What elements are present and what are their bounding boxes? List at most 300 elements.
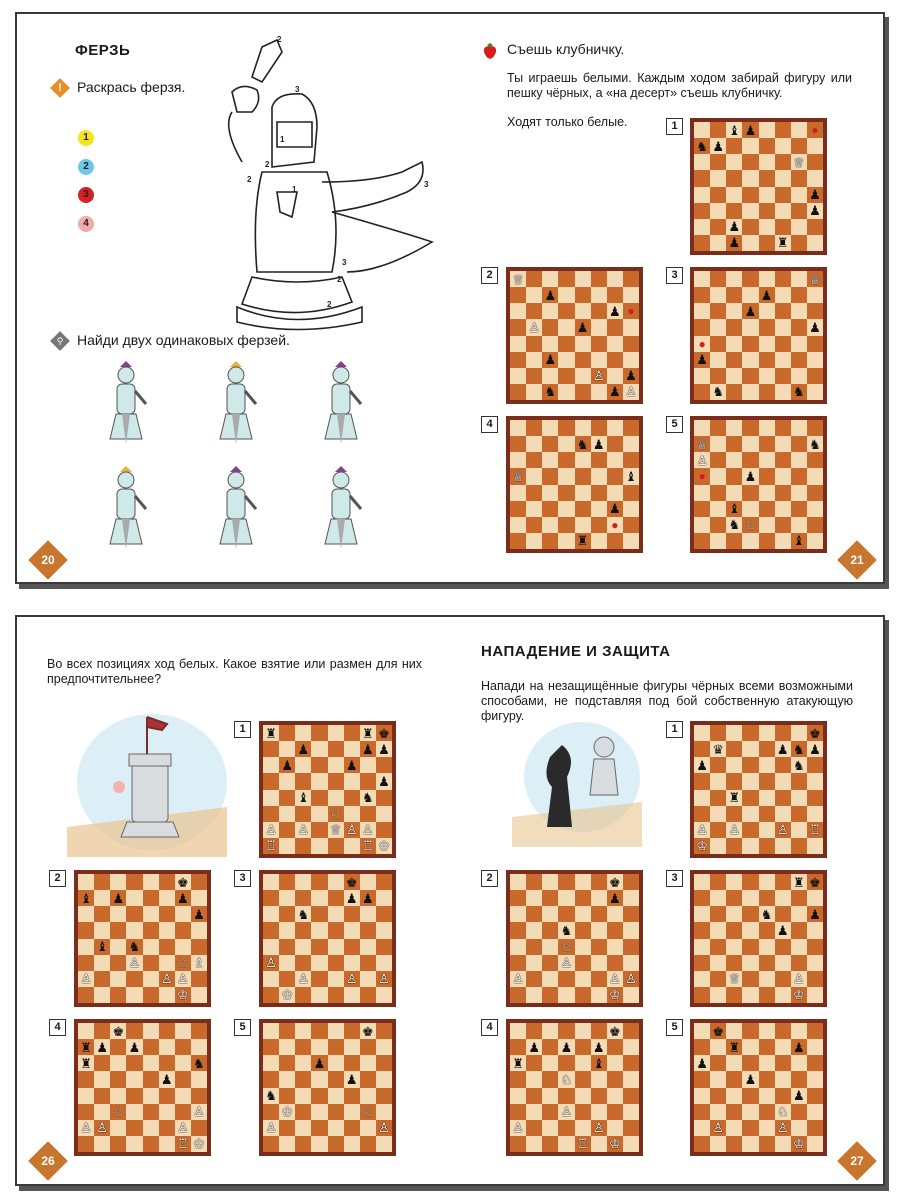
board-square[interactable] [775, 122, 791, 138]
white-pawn-icon[interactable]: ♙ [608, 971, 621, 987]
board-square[interactable] [694, 384, 710, 400]
board-square[interactable] [263, 773, 279, 789]
white-knight-icon[interactable]: ♘ [776, 1104, 789, 1120]
board-square[interactable] [726, 319, 742, 335]
black-pawn-icon[interactable]: ♟ [696, 352, 708, 368]
black-rook-icon[interactable]: ♜ [728, 1039, 741, 1055]
board-square[interactable] [807, 352, 823, 368]
board-square[interactable] [623, 1023, 639, 1039]
board-square[interactable] [575, 287, 591, 303]
board-square[interactable] [311, 1071, 327, 1087]
board-square[interactable] [607, 452, 623, 468]
board-square[interactable] [143, 955, 159, 971]
board-square[interactable] [575, 468, 591, 484]
board-square[interactable] [191, 1088, 207, 1104]
board-square[interactable] [607, 501, 623, 517]
board-square[interactable] [542, 987, 558, 1003]
board-square[interactable] [542, 1055, 558, 1071]
board-square[interactable] [175, 987, 191, 1003]
board-square[interactable] [344, 874, 360, 890]
board-square[interactable] [175, 1104, 191, 1120]
board-square[interactable] [591, 874, 607, 890]
queen-figure-6[interactable] [317, 464, 365, 554]
board-square[interactable] [575, 890, 591, 906]
board-square[interactable] [78, 1088, 94, 1104]
board-square[interactable] [791, 971, 807, 987]
board-square[interactable] [775, 874, 791, 890]
board-square[interactable] [295, 922, 311, 938]
white-queen-icon[interactable]: ♕ [696, 436, 708, 452]
board-square[interactable] [376, 939, 392, 955]
chess-board-1[interactable] [259, 721, 396, 858]
board-square[interactable] [623, 922, 639, 938]
board-square[interactable] [542, 1136, 558, 1152]
board-square[interactable] [542, 319, 558, 335]
black-pawn-icon[interactable]: ♟ [792, 1039, 805, 1055]
board-square[interactable] [710, 420, 726, 436]
board-square[interactable] [526, 271, 542, 287]
board-square[interactable] [742, 1088, 758, 1104]
board-square[interactable] [94, 955, 110, 971]
board-square[interactable] [742, 987, 758, 1003]
board-square[interactable] [344, 1023, 360, 1039]
board-square[interactable] [78, 1039, 94, 1055]
black-bishop-icon[interactable]: ♝ [80, 890, 92, 906]
board-square[interactable] [694, 741, 710, 757]
board-square[interactable] [360, 773, 376, 789]
board-square[interactable] [759, 1023, 775, 1039]
board-square[interactable] [94, 1023, 110, 1039]
board-square[interactable] [279, 741, 295, 757]
board-square[interactable] [759, 287, 775, 303]
board-square[interactable] [759, 939, 775, 955]
board-square[interactable] [191, 890, 207, 906]
board-square[interactable] [263, 955, 279, 971]
board-square[interactable] [623, 468, 639, 484]
board-square[interactable] [295, 906, 311, 922]
board-square[interactable] [558, 271, 574, 287]
board-square[interactable] [694, 1055, 710, 1071]
board-square[interactable] [759, 352, 775, 368]
board-square[interactable] [607, 1071, 623, 1087]
chess-board-5[interactable] [690, 416, 827, 553]
board-square[interactable] [542, 384, 558, 400]
board-square[interactable] [126, 1055, 142, 1071]
board-square[interactable] [360, 1055, 376, 1071]
board-square[interactable] [791, 1136, 807, 1152]
board-square[interactable] [742, 1120, 758, 1136]
board-square[interactable] [175, 1023, 191, 1039]
board-square[interactable] [791, 987, 807, 1003]
board-square[interactable] [575, 1104, 591, 1120]
board-square[interactable] [143, 1023, 159, 1039]
board-square[interactable] [558, 287, 574, 303]
board-square[interactable] [759, 725, 775, 741]
board-square[interactable] [759, 1136, 775, 1152]
board-square[interactable] [607, 420, 623, 436]
board-square[interactable] [791, 420, 807, 436]
board-square[interactable] [279, 838, 295, 854]
black-pawn-icon[interactable]: ♟ [744, 1071, 757, 1087]
board-square[interactable] [279, 987, 295, 1003]
board-square[interactable] [742, 939, 758, 955]
board-square[interactable] [775, 1120, 791, 1136]
board-square[interactable] [376, 1136, 392, 1152]
black-pawn-icon[interactable]: ♟ [112, 890, 125, 906]
board-square[interactable] [623, 436, 639, 452]
black-knight-icon[interactable]: ♞ [297, 906, 310, 922]
board-square[interactable] [94, 1136, 110, 1152]
board-square[interactable] [710, 725, 726, 741]
board-square[interactable] [78, 890, 94, 906]
board-square[interactable] [791, 271, 807, 287]
board-square[interactable] [143, 1120, 159, 1136]
board-square[interactable] [510, 955, 526, 971]
board-square[interactable] [775, 1088, 791, 1104]
black-pawn-icon[interactable]: ♟ [744, 122, 757, 138]
board-square[interactable] [710, 468, 726, 484]
board-square[interactable] [279, 874, 295, 890]
board-square[interactable] [623, 1055, 639, 1071]
board-square[interactable] [791, 725, 807, 741]
board-square[interactable] [558, 906, 574, 922]
board-square[interactable] [591, 906, 607, 922]
board-square[interactable] [710, 922, 726, 938]
board-square[interactable] [263, 1120, 279, 1136]
board-square[interactable] [759, 138, 775, 154]
board-square[interactable] [807, 987, 823, 1003]
black-pawn-icon[interactable]: ♟ [378, 773, 390, 789]
board-square[interactable] [510, 890, 526, 906]
board-square[interactable] [360, 1039, 376, 1055]
board-square[interactable] [159, 890, 175, 906]
board-square[interactable] [791, 319, 807, 335]
board-square[interactable] [623, 1088, 639, 1104]
board-square[interactable] [295, 955, 311, 971]
board-square[interactable] [376, 1039, 392, 1055]
board-square[interactable] [311, 1055, 327, 1071]
board-square[interactable] [759, 874, 775, 890]
board-square[interactable] [126, 1120, 142, 1136]
board-square[interactable] [558, 420, 574, 436]
board-square[interactable] [694, 485, 710, 501]
board-square[interactable] [175, 906, 191, 922]
black-bishop-icon[interactable]: ♝ [297, 790, 310, 806]
board-square[interactable] [575, 352, 591, 368]
board-square[interactable] [775, 170, 791, 186]
board-square[interactable] [742, 287, 758, 303]
board-square[interactable] [143, 1055, 159, 1071]
board-square[interactable] [775, 203, 791, 219]
board-square[interactable] [360, 757, 376, 773]
board-square[interactable] [78, 1023, 94, 1039]
board-square[interactable] [526, 368, 542, 384]
board-square[interactable] [591, 922, 607, 938]
board-square[interactable] [78, 1136, 94, 1152]
board-square[interactable] [807, 235, 823, 251]
board-square[interactable] [159, 971, 175, 987]
board-square[interactable] [694, 822, 710, 838]
board-square[interactable] [807, 452, 823, 468]
board-square[interactable] [742, 741, 758, 757]
black-rook-icon[interactable]: ♜ [728, 790, 741, 806]
chess-board-3[interactable] [259, 870, 396, 1007]
board-square[interactable] [542, 436, 558, 452]
white-pawn-icon[interactable]: ♙ [625, 384, 637, 400]
board-square[interactable] [742, 971, 758, 987]
board-square[interactable] [807, 420, 823, 436]
board-square[interactable] [710, 501, 726, 517]
board-square[interactable] [542, 287, 558, 303]
board-square[interactable] [344, 1088, 360, 1104]
board-square[interactable] [175, 955, 191, 971]
board-square[interactable] [311, 822, 327, 838]
board-square[interactable] [742, 1104, 758, 1120]
board-square[interactable] [710, 806, 726, 822]
board-square[interactable] [694, 452, 710, 468]
board-square[interactable] [575, 1055, 591, 1071]
chess-board-4[interactable] [74, 1019, 211, 1156]
black-knight-icon[interactable]: ♞ [728, 517, 741, 533]
board-square[interactable] [791, 939, 807, 955]
board-square[interactable] [623, 287, 639, 303]
board-square[interactable] [360, 1120, 376, 1136]
board-square[interactable] [575, 485, 591, 501]
board-square[interactable] [791, 287, 807, 303]
board-square[interactable] [263, 1071, 279, 1087]
board-square[interactable] [710, 384, 726, 400]
board-square[interactable] [807, 170, 823, 186]
white-pawn-icon[interactable]: ♙ [378, 971, 390, 987]
board-square[interactable] [575, 384, 591, 400]
board-square[interactable] [126, 971, 142, 987]
white-pawn-icon[interactable]: ♙ [80, 1120, 92, 1136]
board-square[interactable] [510, 436, 526, 452]
board-square[interactable] [607, 319, 623, 335]
black-knight-icon[interactable]: ♞ [265, 1088, 277, 1104]
board-square[interactable] [191, 1055, 207, 1071]
board-square[interactable] [295, 874, 311, 890]
board-square[interactable] [759, 501, 775, 517]
board-square[interactable] [607, 874, 623, 890]
board-square[interactable] [710, 533, 726, 549]
board-square[interactable] [526, 436, 542, 452]
board-square[interactable] [694, 1023, 710, 1039]
board-square[interactable] [726, 725, 742, 741]
board-square[interactable] [376, 890, 392, 906]
board-square[interactable] [591, 971, 607, 987]
board-square[interactable] [263, 1023, 279, 1039]
board-square[interactable] [542, 955, 558, 971]
board-square[interactable] [807, 955, 823, 971]
black-knight-icon[interactable]: ♞ [760, 906, 773, 922]
board-square[interactable] [510, 468, 526, 484]
board-square[interactable] [126, 874, 142, 890]
board-square[interactable] [328, 955, 344, 971]
board-square[interactable] [542, 922, 558, 938]
board-square[interactable] [279, 725, 295, 741]
board-square[interactable] [526, 987, 542, 1003]
board-square[interactable] [759, 303, 775, 319]
board-square[interactable] [791, 1039, 807, 1055]
board-square[interactable] [279, 790, 295, 806]
board-square[interactable] [376, 971, 392, 987]
board-square[interactable] [775, 352, 791, 368]
board-square[interactable] [623, 420, 639, 436]
board-square[interactable] [726, 757, 742, 773]
board-square[interactable] [807, 501, 823, 517]
board-square[interactable] [344, 939, 360, 955]
board-square[interactable] [742, 955, 758, 971]
board-square[interactable] [775, 939, 791, 955]
white-king-icon[interactable]: ♔ [696, 838, 708, 854]
black-pawn-icon[interactable]: ♟ [776, 922, 789, 938]
board-square[interactable] [710, 368, 726, 384]
board-square[interactable] [694, 468, 710, 484]
white-queen-icon[interactable]: ♕ [512, 271, 524, 287]
board-square[interactable] [726, 838, 742, 854]
board-square[interactable] [710, 138, 726, 154]
board-square[interactable] [159, 939, 175, 955]
board-square[interactable] [791, 485, 807, 501]
board-square[interactable] [263, 1104, 279, 1120]
board-square[interactable] [542, 874, 558, 890]
board-square[interactable] [110, 1023, 126, 1039]
white-pawn-icon[interactable]: ♙ [512, 971, 524, 987]
board-square[interactable] [607, 517, 623, 533]
board-square[interactable] [360, 822, 376, 838]
board-square[interactable] [726, 187, 742, 203]
board-square[interactable] [78, 939, 94, 955]
board-square[interactable] [526, 922, 542, 938]
board-square[interactable] [78, 906, 94, 922]
board-square[interactable] [607, 368, 623, 384]
board-square[interactable] [607, 1023, 623, 1039]
board-square[interactable] [311, 874, 327, 890]
board-square[interactable] [591, 890, 607, 906]
board-square[interactable] [726, 303, 742, 319]
board-square[interactable] [110, 971, 126, 987]
board-square[interactable] [623, 955, 639, 971]
board-square[interactable] [344, 822, 360, 838]
black-pawn-icon[interactable]: ♟ [592, 1039, 605, 1055]
board-square[interactable] [726, 773, 742, 789]
board-square[interactable] [279, 773, 295, 789]
board-square[interactable] [759, 838, 775, 854]
board-square[interactable] [694, 1071, 710, 1087]
board-square[interactable] [591, 1088, 607, 1104]
board-square[interactable] [694, 187, 710, 203]
black-pawn-icon[interactable]: ♟ [744, 468, 757, 484]
board-square[interactable] [694, 790, 710, 806]
board-square[interactable] [623, 501, 639, 517]
board-square[interactable] [807, 1071, 823, 1087]
board-square[interactable] [791, 874, 807, 890]
board-square[interactable] [159, 1104, 175, 1120]
board-square[interactable] [694, 303, 710, 319]
board-square[interactable] [759, 517, 775, 533]
board-square[interactable] [775, 971, 791, 987]
board-square[interactable] [575, 1136, 591, 1152]
board-square[interactable] [623, 352, 639, 368]
board-square[interactable] [263, 741, 279, 757]
board-square[interactable] [279, 1039, 295, 1055]
board-square[interactable] [526, 906, 542, 922]
white-pawn-icon[interactable]: ♙ [625, 971, 637, 987]
board-square[interactable] [807, 1023, 823, 1039]
board-square[interactable] [775, 235, 791, 251]
board-square[interactable] [623, 939, 639, 955]
board-square[interactable] [110, 955, 126, 971]
board-square[interactable] [807, 336, 823, 352]
board-square[interactable] [279, 1136, 295, 1152]
white-king-icon[interactable]: ♔ [792, 1136, 805, 1152]
board-square[interactable] [510, 1055, 526, 1071]
strawberry-icon[interactable]: ● [811, 123, 819, 138]
board-square[interactable] [360, 890, 376, 906]
board-square[interactable] [311, 725, 327, 741]
board-square[interactable] [110, 1055, 126, 1071]
chess-board-4[interactable] [506, 1019, 643, 1156]
board-square[interactable] [279, 1104, 295, 1120]
white-queen-icon[interactable]: ♕ [329, 822, 342, 838]
board-square[interactable] [759, 319, 775, 335]
board-square[interactable] [623, 485, 639, 501]
board-square[interactable] [295, 741, 311, 757]
board-square[interactable] [591, 384, 607, 400]
board-square[interactable] [575, 452, 591, 468]
black-rook-icon[interactable]: ♜ [265, 725, 277, 741]
board-square[interactable] [279, 939, 295, 955]
white-king-icon[interactable]: ♔ [281, 987, 294, 1003]
board-square[interactable] [807, 287, 823, 303]
board-square[interactable] [591, 271, 607, 287]
board-square[interactable] [710, 890, 726, 906]
board-square[interactable] [175, 939, 191, 955]
board-square[interactable] [344, 987, 360, 1003]
board-square[interactable] [726, 1120, 742, 1136]
board-square[interactable] [510, 922, 526, 938]
board-square[interactable] [126, 987, 142, 1003]
board-square[interactable] [694, 939, 710, 955]
board-square[interactable] [558, 436, 574, 452]
board-square[interactable] [558, 1088, 574, 1104]
board-square[interactable] [742, 187, 758, 203]
board-square[interactable] [726, 352, 742, 368]
board-square[interactable] [175, 971, 191, 987]
board-square[interactable] [575, 533, 591, 549]
board-square[interactable] [742, 436, 758, 452]
board-square[interactable] [558, 1039, 574, 1055]
white-king-icon[interactable]: ♔ [281, 1104, 294, 1120]
board-square[interactable] [542, 368, 558, 384]
board-square[interactable] [759, 336, 775, 352]
board-square[interactable] [344, 1039, 360, 1055]
white-king-icon[interactable]: ♔ [608, 987, 621, 1003]
board-square[interactable] [694, 219, 710, 235]
board-square[interactable] [726, 501, 742, 517]
board-square[interactable] [775, 1071, 791, 1087]
board-square[interactable] [526, 1071, 542, 1087]
board-square[interactable] [807, 874, 823, 890]
board-square[interactable] [558, 1023, 574, 1039]
board-square[interactable] [575, 955, 591, 971]
white-pawn-icon[interactable]: ♙ [265, 1120, 277, 1136]
board-square[interactable] [759, 1055, 775, 1071]
board-square[interactable] [295, 790, 311, 806]
board-square[interactable] [328, 1055, 344, 1071]
board-square[interactable] [360, 1088, 376, 1104]
